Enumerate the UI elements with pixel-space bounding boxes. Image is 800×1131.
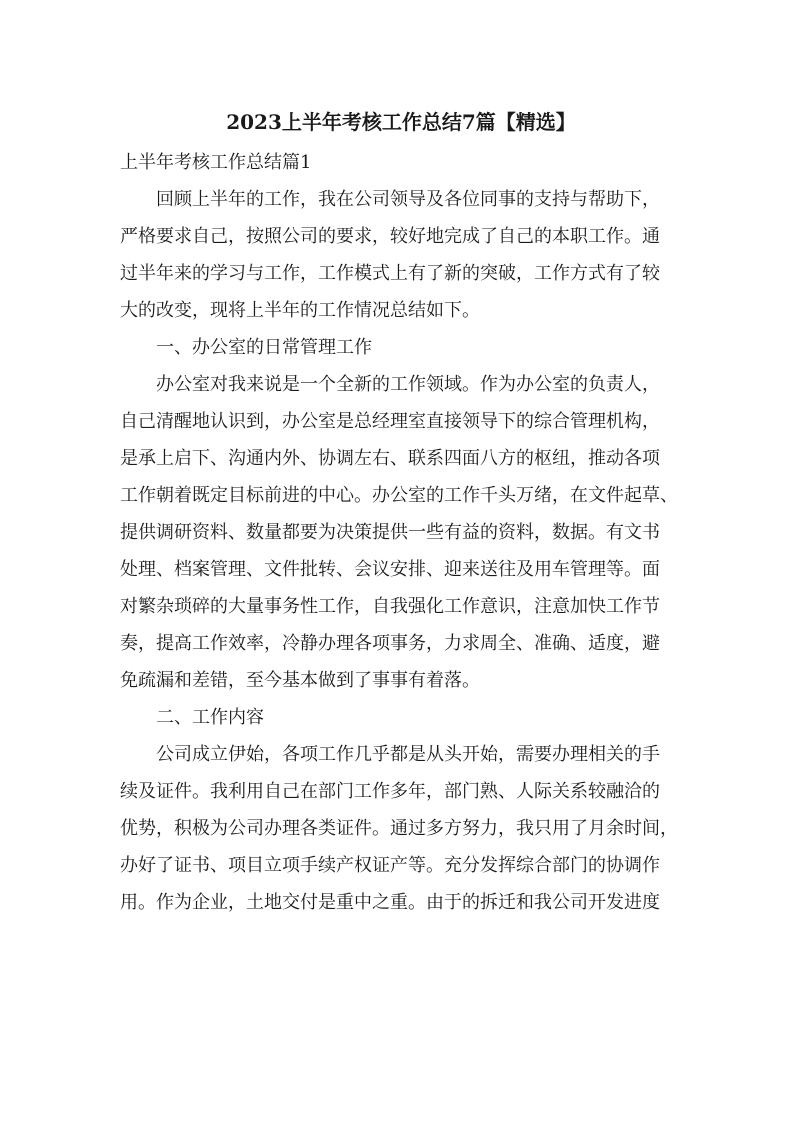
paragraph-line: 严格要求自己，按照公司的要求，较好地完成了自己的本职工作。通 <box>120 226 660 247</box>
paragraph-line: 工作朝着既定目标前进的中心。办公室的工作千头万绪，在文件起草、 <box>120 485 678 506</box>
paragraph-line: 公司成立伊始，各项工作几乎都是从头开始，需要办理相关的手 <box>156 744 660 765</box>
paragraph-line: 办好了证书、项目立项手续产权证产等。充分发挥综合部门的协调作 <box>120 855 660 876</box>
paragraph-line: 奏，提高工作效率，冷静办理各项事务，力求周全、准确、适度，避 <box>120 633 660 654</box>
paragraph-line: 优势，积极为公司办理各类证件。通过多方努力，我只用了月余时间， <box>120 818 678 839</box>
paragraph-office <box>120 366 682 699</box>
heading-office-management: 一、办公室的日常管理工作 <box>156 337 372 358</box>
paragraph-line: 提供调研资料、数量都要为决策提供一些有益的资料，数据。有文书 <box>120 522 660 543</box>
paragraph-intro <box>120 181 682 329</box>
paragraph-line: 免疏漏和差错，至今基本做到了事事有着落。 <box>120 670 480 691</box>
document-title: 2023上半年考核工作总结7篇【精选】 <box>226 110 576 134</box>
paragraph-line: 大的改变，现将上半年的工作情况总结如下。 <box>120 300 480 321</box>
paragraph-line: 续及证件。我利用自己在部门工作多年，部门熟、人际关系较融洽的 <box>120 781 660 802</box>
paragraph-line: 是承上启下、沟通内外、协调左右、联系四面八方的枢纽，推动各项 <box>120 448 660 469</box>
paragraph-line: 用。作为企业，土地交付是重中之重。由于的拆迁和我公司开发进度 <box>120 892 660 913</box>
paragraph-work-content <box>120 736 682 921</box>
paragraph-line: 自己清醒地认识到，办公室是总经理室直接领导下的综合管理机构， <box>120 411 660 432</box>
paragraph-line: 过半年来的学习与工作，工作模式上有了新的突破，工作方式有了较 <box>120 263 660 284</box>
heading-work-content: 二、工作内容 <box>156 707 264 728</box>
paragraph-line: 处理、档案管理、文件批转、会议安排、迎来送往及用车管理等。面 <box>120 559 660 580</box>
section-title: 上半年考核工作总结篇1 <box>120 152 312 173</box>
document-body <box>120 100 682 921</box>
paragraph-line: 对繁杂琐碎的大量事务性工作，自我强化工作意识，注意加快工作节 <box>120 596 660 617</box>
paragraph-line: 回顾上半年的工作，我在公司领导及各位同事的支持与帮助下， <box>156 189 660 210</box>
paragraph-line: 办公室对我来说是一个全新的工作领域。作为办公室的负责人， <box>156 374 660 395</box>
